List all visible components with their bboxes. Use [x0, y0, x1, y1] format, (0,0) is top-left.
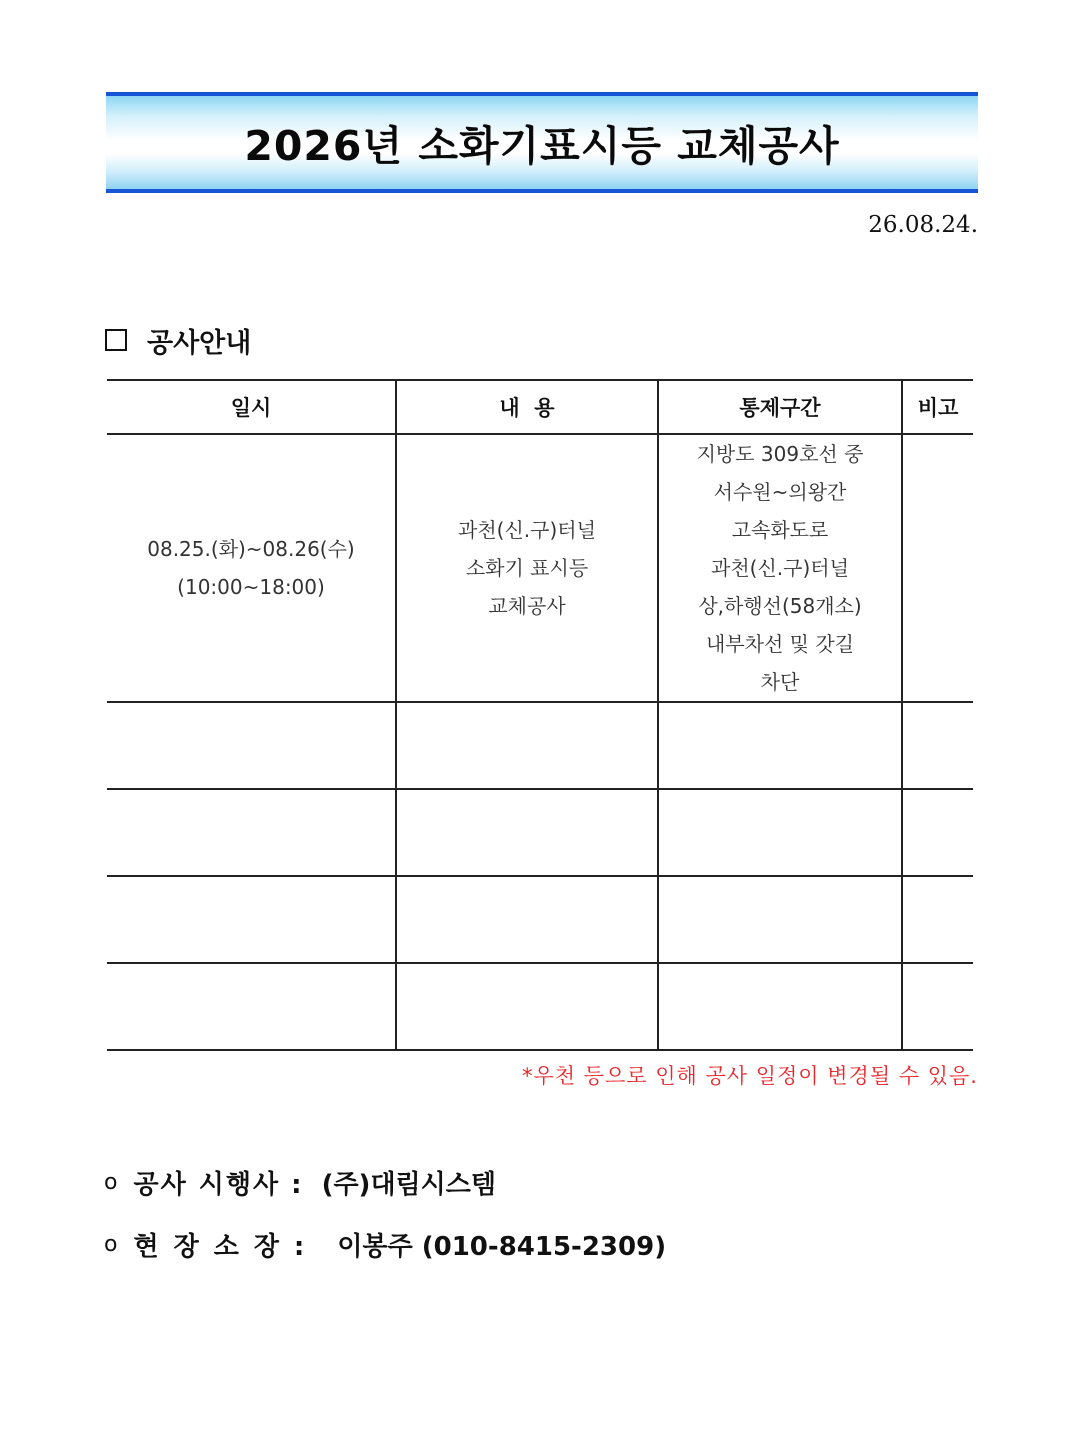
- contractor-label: 공사 시행사 :: [133, 1170, 304, 1200]
- empty-cell: [396, 963, 658, 1050]
- header-remarks: 비고: [902, 380, 973, 434]
- control-line: 차단: [760, 670, 800, 694]
- empty-cell: [107, 876, 396, 963]
- control-line: 과천(신.구)터널: [711, 556, 849, 580]
- schedule-cell: [107, 434, 396, 702]
- site-manager-line: [104, 1226, 666, 1263]
- schedule-change-notice: *우천 등으로 인해 공사 일정이 변경될 수 있음.: [521, 1064, 978, 1088]
- content-cell: [396, 434, 658, 702]
- control-section-cell: [658, 434, 902, 702]
- section-title: 공사안내: [147, 327, 252, 359]
- empty-cell: [658, 789, 902, 876]
- control-line: 서수원~의왕간: [713, 480, 847, 504]
- header-schedule: 일시: [107, 380, 396, 434]
- header-content: 내 용: [396, 380, 658, 434]
- empty-cell: [396, 702, 658, 789]
- contractor-name: (주)대림시스템: [321, 1170, 497, 1200]
- checkbox-icon: [105, 329, 127, 351]
- bullet-icon: o: [104, 1232, 118, 1257]
- section-heading: [105, 322, 251, 358]
- table-row-empty: [107, 963, 973, 1050]
- empty-cell: [658, 876, 902, 963]
- schedule-time: (10:00~18:00): [177, 575, 325, 599]
- empty-cell: [658, 963, 902, 1050]
- content-line: 소화기 표시등: [465, 556, 589, 580]
- schedule-date: 08.25.(화)~08.26(수): [147, 537, 355, 561]
- table-header-row: [107, 380, 973, 434]
- page-title: 2026년 소화기표시등 교체공사: [244, 122, 840, 170]
- empty-cell: [107, 702, 396, 789]
- contractor-line: [104, 1164, 496, 1201]
- empty-cell: [396, 876, 658, 963]
- empty-cell: [658, 702, 902, 789]
- empty-cell: [107, 789, 396, 876]
- content-line: 교체공사: [488, 594, 566, 618]
- table-row-empty: [107, 876, 973, 963]
- empty-cell: [902, 702, 973, 789]
- document-date: 26.08.24.: [868, 212, 978, 238]
- empty-cell: [902, 789, 973, 876]
- header-control-section: 통제구간: [658, 380, 902, 434]
- control-line: 고속화도로: [731, 518, 829, 542]
- content-line: 과천(신.구)터널: [458, 518, 596, 542]
- site-manager-label: 현장소장:: [133, 1232, 320, 1262]
- empty-cell: [396, 789, 658, 876]
- control-line: 상,하행선(58개소): [698, 594, 862, 618]
- bullet-icon: o: [104, 1170, 118, 1195]
- control-line: 내부차선 및 갓길: [706, 632, 854, 656]
- control-line: 지방도 309호선 중: [696, 442, 864, 466]
- empty-cell: [902, 876, 973, 963]
- table-row-empty: [107, 702, 973, 789]
- empty-cell: [107, 963, 396, 1050]
- title-banner: [106, 92, 978, 193]
- table-row: [107, 434, 973, 702]
- construction-notice-table: [107, 379, 973, 1051]
- empty-cell: [902, 963, 973, 1050]
- table-row-empty: [107, 789, 973, 876]
- remarks-cell: [902, 434, 973, 702]
- site-manager-contact: 이봉주 (010-8415-2309): [337, 1232, 667, 1262]
